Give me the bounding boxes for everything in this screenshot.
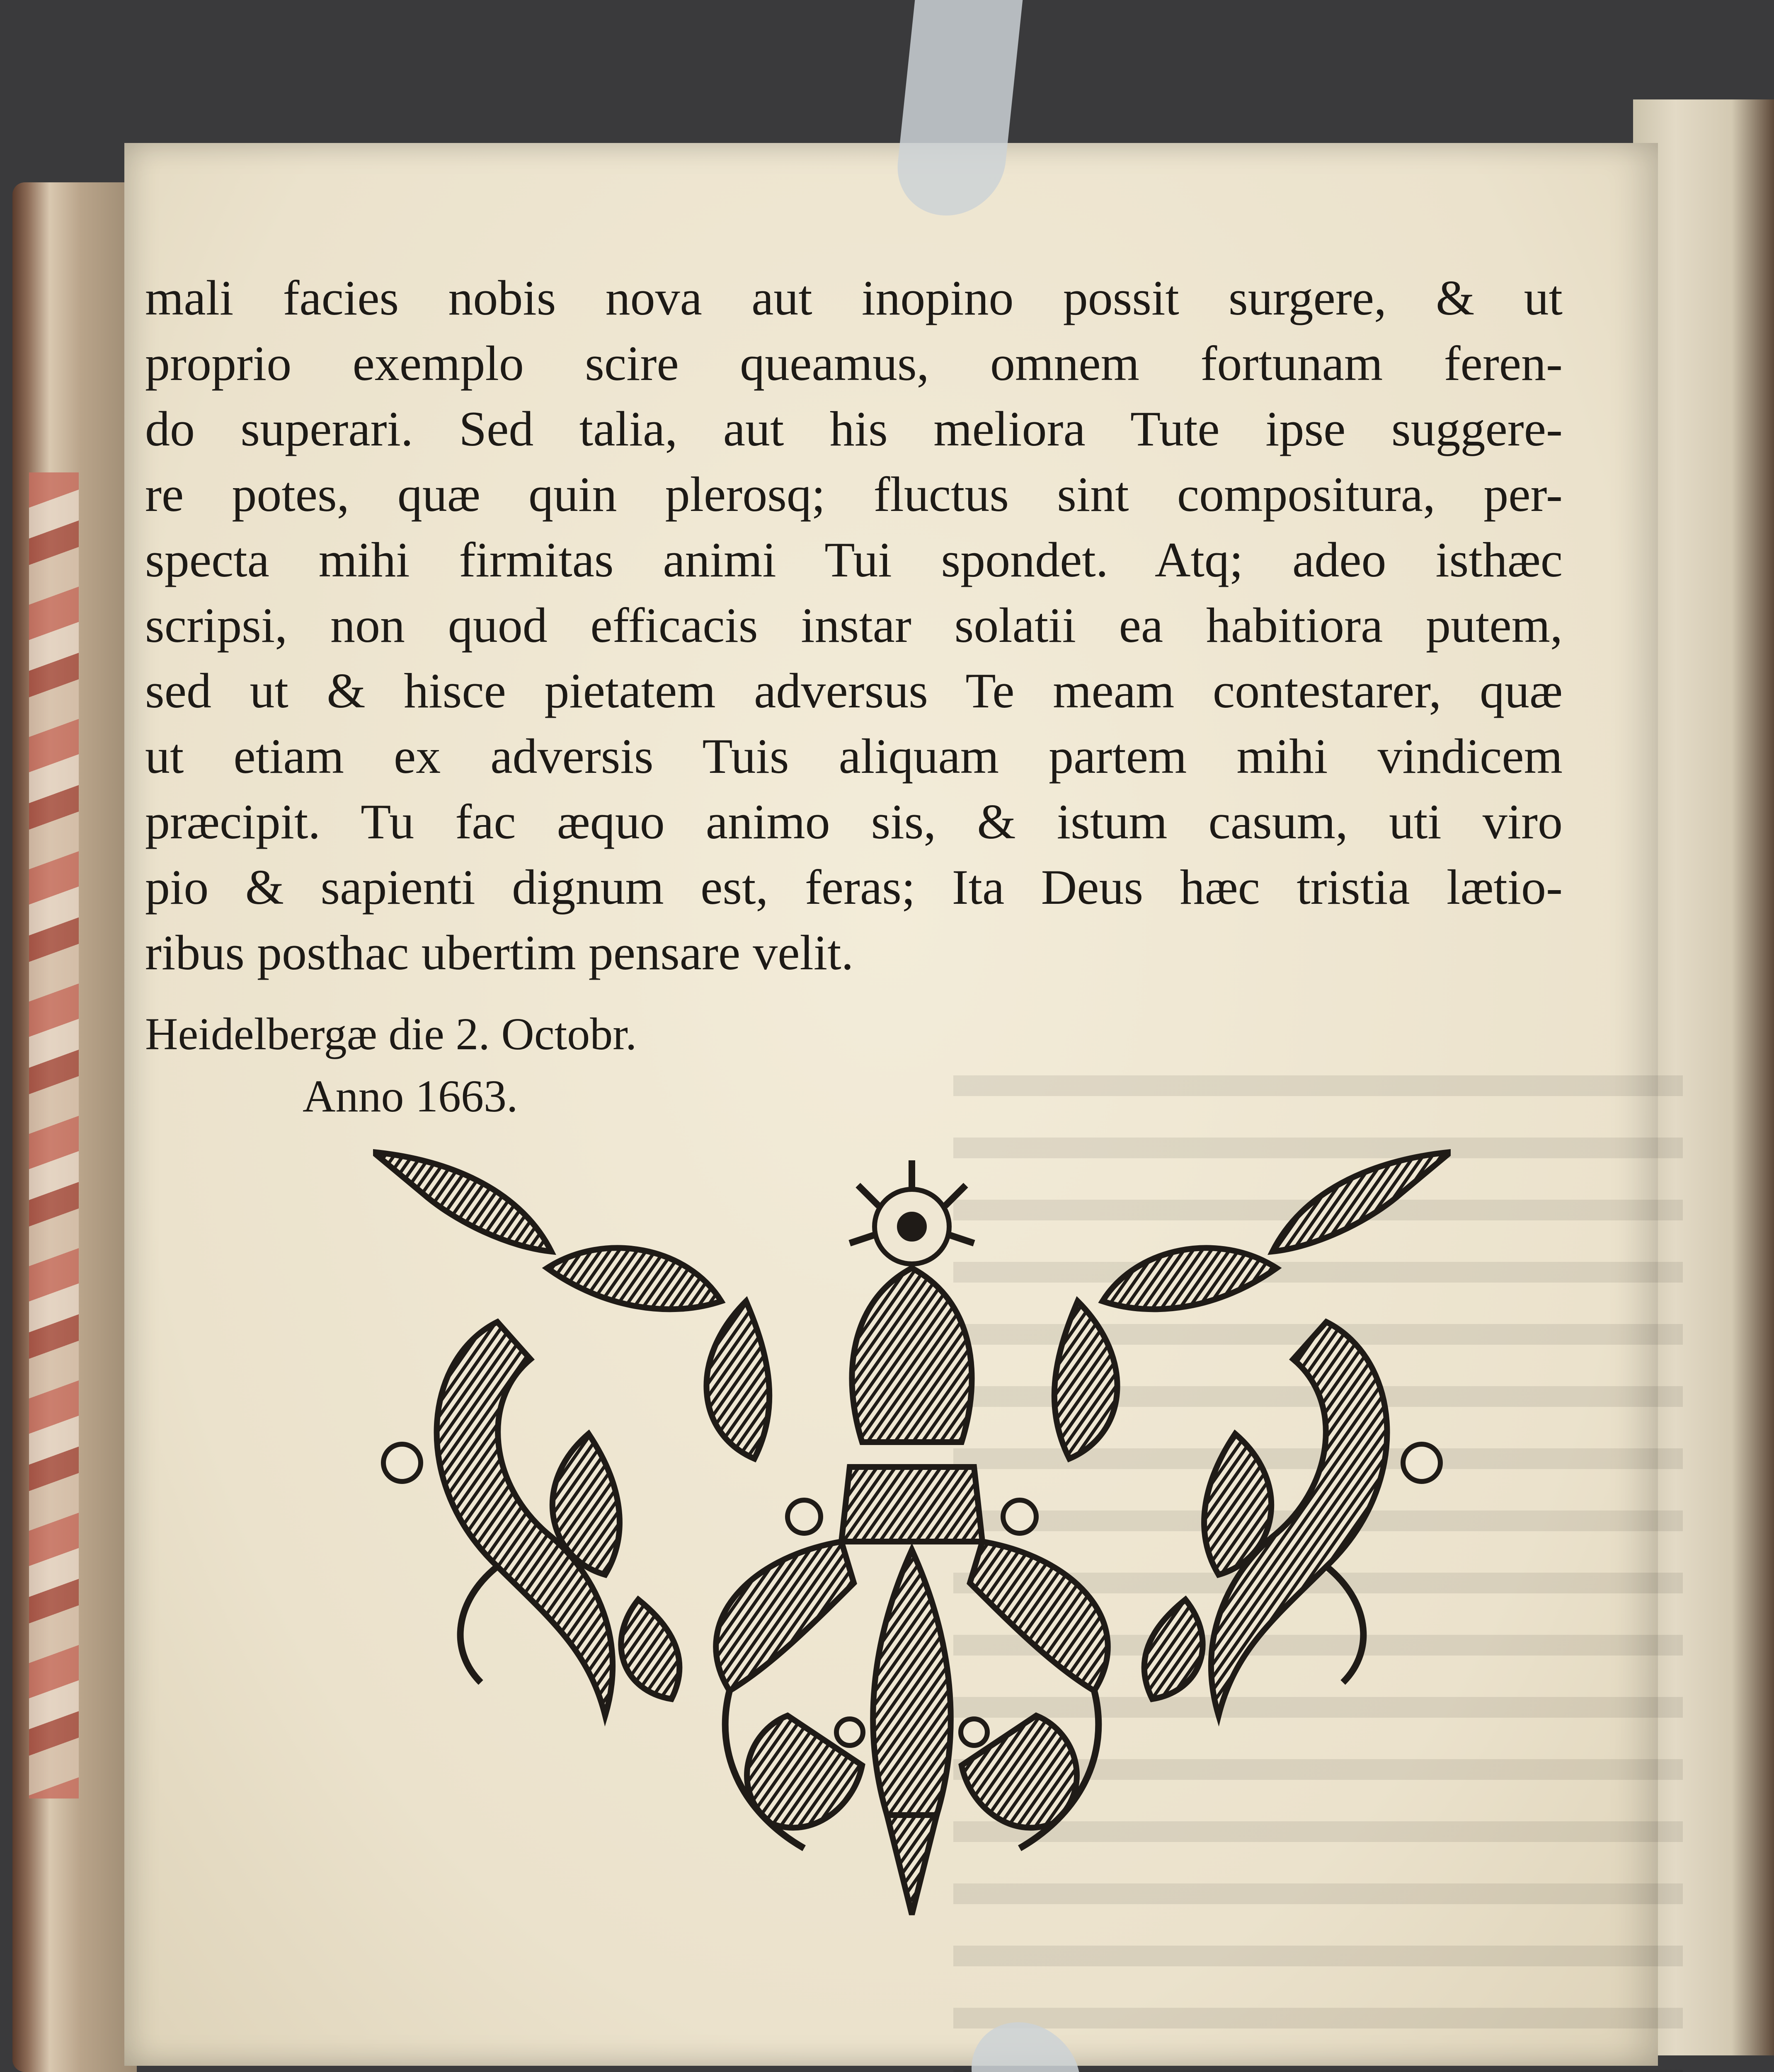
dateline-year: Anno 1663.: [303, 1071, 518, 1121]
text-line: do superari. Sed talia, aut his meliora Tute ipse suggere-: [145, 401, 1563, 456]
text-line: proprio exemplo scire queamus, omnem fortunam feren-: [145, 336, 1563, 391]
text-line: ribus posthac ubertim pensare velit.: [145, 925, 854, 980]
book-spine-edge: [12, 182, 137, 2072]
text-line: pio & sapienti dignum est, feras; Ita Deus hæc tristia lætio-: [145, 859, 1563, 915]
dateline: [145, 1003, 637, 1127]
text-line: re potes, quæ quin plerosq; fluctus sint compositura, per-: [145, 467, 1563, 522]
text-line: scripsi, non quod efficacis instar solatii ea habitiora putem,: [145, 598, 1563, 653]
body-text: [145, 265, 1563, 985]
dateline-place-date: Heidelbergæ die 2. Octobr.: [145, 1009, 637, 1059]
text-line: mali facies nobis nova aut inopino possit surgere, & ut: [145, 270, 1563, 325]
text-line: specta mihi firmitas animi Tui spondet. Atq; adeo isthæc: [145, 532, 1563, 587]
floral-ornament-icon: [373, 1144, 1451, 1923]
text-line: præcipit. Tu fac æquo animo sis, & istum casum, uti viro: [145, 794, 1563, 849]
text-line: sed ut & hisce pietatem adversus Te meam contestarer, quæ: [145, 663, 1563, 718]
text-line: ut etiam ex adversis Tuis aliquam partem mihi vindicem: [145, 729, 1563, 784]
marbled-endpaper: [29, 472, 79, 1798]
